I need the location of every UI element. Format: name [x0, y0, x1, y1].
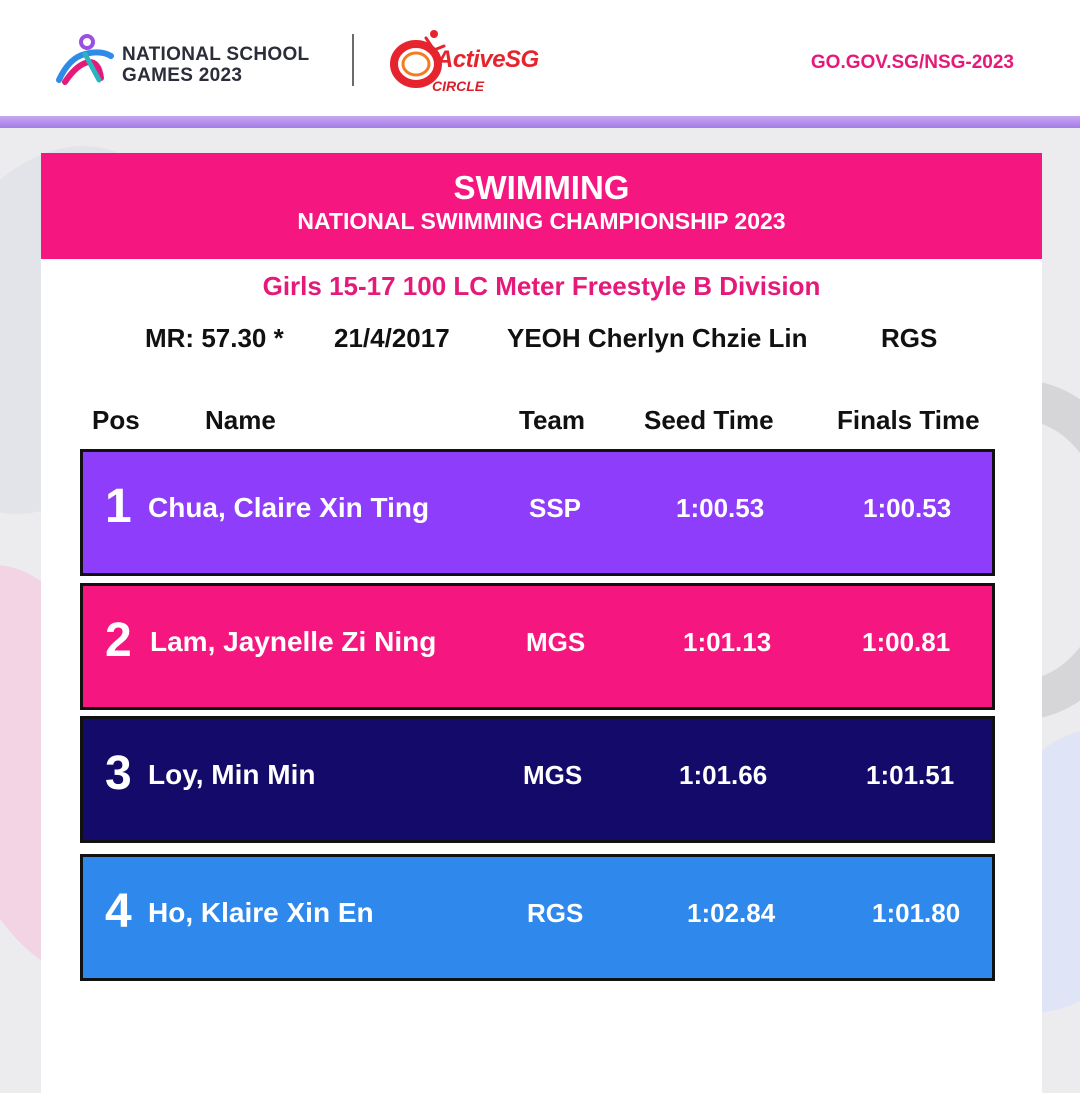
meet-record-team: RGS: [881, 323, 938, 353]
result-position: 3: [105, 747, 132, 800]
result-seed-time: 1:00.53: [676, 493, 765, 523]
result-finals-time: 1:00.81: [862, 627, 951, 657]
result-finals-time: 1:00.53: [863, 493, 952, 523]
column-header-pos: Pos: [92, 405, 140, 435]
column-header-team: Team: [519, 405, 585, 435]
website-url[interactable]: GO.GOV.SG/NSG-2023: [810, 52, 1014, 73]
result-team: MGS: [526, 627, 586, 657]
result-seed-time: 1:02.84: [687, 898, 776, 928]
result-team: MGS: [523, 760, 583, 790]
activesg-circle-label: CIRCLE: [432, 78, 485, 94]
header-divider: [352, 34, 354, 86]
nsg-line-2: GAMES 2023: [122, 65, 243, 86]
header-stripe: [0, 116, 1080, 128]
meet-record-holder: YEOH Cherlyn Chzie Lin: [507, 323, 808, 353]
championship-title: NATIONAL SWIMMING CHAMPIONSHIP 2023: [297, 208, 786, 234]
result-finals-time: 1:01.80: [872, 898, 961, 928]
result-position: 1: [105, 480, 132, 533]
column-header-finals-time: Finals Time: [837, 405, 980, 435]
nsg-logo-icon: [55, 34, 117, 86]
activesg-wordmark: ActiveSG: [436, 46, 539, 73]
result-position: 2: [105, 614, 132, 667]
result-finals-time: 1:01.51: [866, 760, 955, 790]
result-name: Chua, Claire Xin Ting: [148, 492, 430, 523]
meet-record-date: 21/4/2017: [334, 323, 450, 353]
header-bar: [0, 0, 1080, 116]
event-title: Girls 15-17 100 LC Meter Freestyle B Division: [262, 271, 821, 301]
sport-banner: [41, 153, 1042, 259]
column-header-seed-time: Seed Time: [644, 405, 774, 435]
result-team: RGS: [527, 898, 584, 928]
sport-title: SWIMMING: [453, 169, 630, 206]
meet-record-time: MR: 57.30 *: [145, 323, 284, 353]
result-row: [80, 583, 995, 710]
result-row: [80, 449, 995, 576]
result-row: [80, 854, 995, 981]
nsg-line-1: NATIONAL SCHOOL: [122, 44, 310, 65]
result-team: SSP: [529, 493, 582, 523]
column-header-name: Name: [205, 405, 276, 435]
result-row: [80, 716, 995, 843]
results-card: [41, 153, 1042, 1093]
nsg-wordmark: [122, 44, 309, 86]
result-name: Lam, Jaynelle Zi Ning: [150, 626, 437, 657]
result-seed-time: 1:01.13: [683, 627, 772, 657]
result-seed-time: 1:01.66: [679, 760, 768, 790]
result-name: Loy, Min Min: [148, 759, 316, 790]
result-name: Ho, Klaire Xin En: [148, 897, 374, 928]
result-position: 4: [105, 885, 132, 938]
